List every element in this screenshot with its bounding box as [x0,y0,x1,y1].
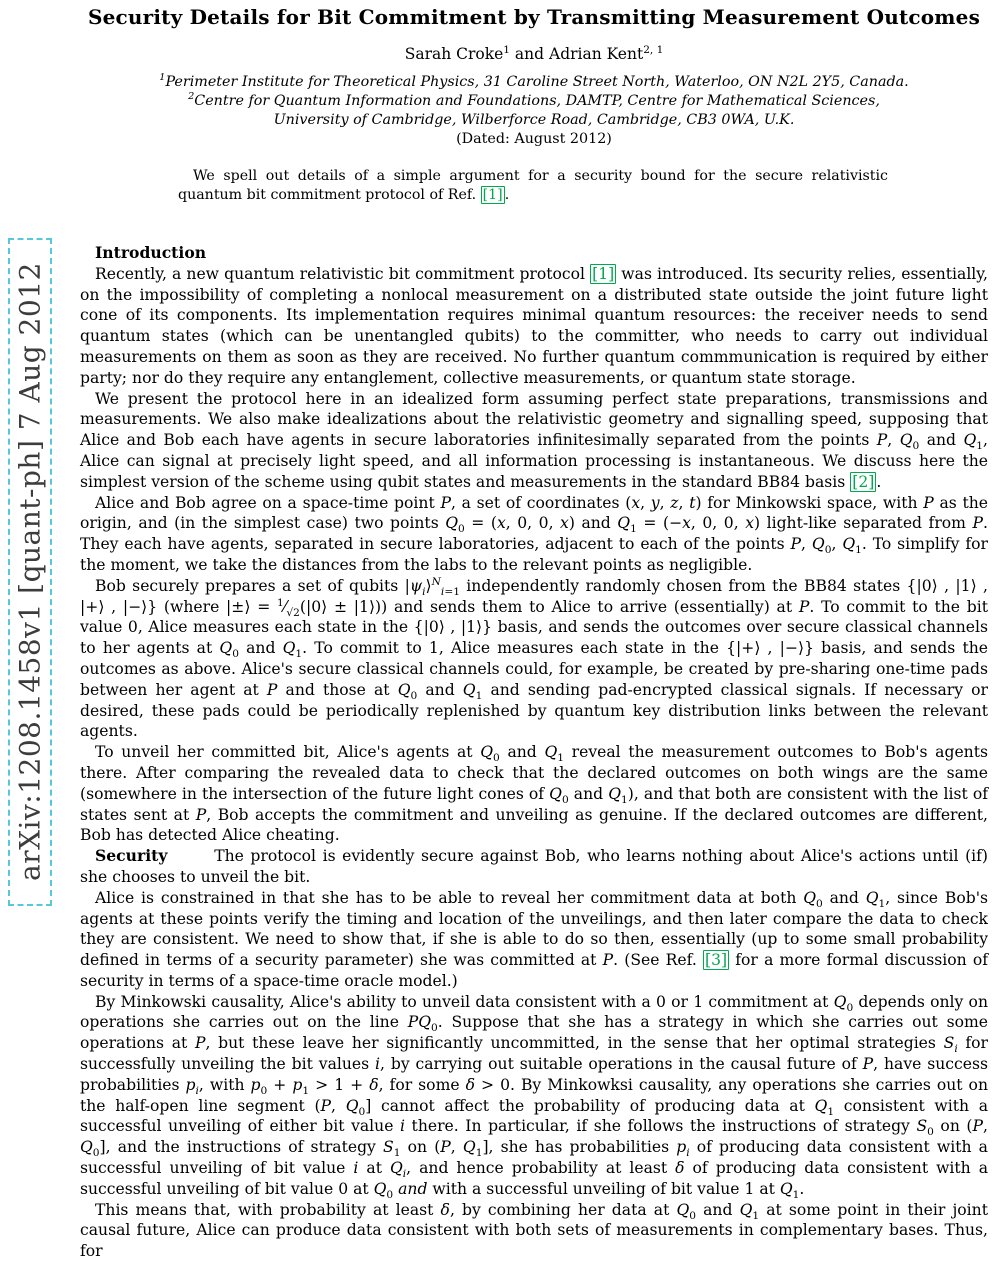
paragraph-security: Security The protocol is evidently secure against Bob, who learns nothing about Alice's actions until (if) she chooses to unveil the bit. [80,846,988,886]
paragraph: Alice is constrained in that she has to be able to reveal her commitment data at both $Q_0$ and $Q_1$, since Bob's agents at these points verify the timing and location of the unveilings, and then later compare the data to check they are consistent. We need to show that, if she is able to do so then, essentially (up to some small probability defined in terms of a security parameter) she was committed at P. (See Ref. [3] for a more formal discussion of security in terms of a space-time oracle model.) [80,888,988,990]
paragraph: To unveil her committed bit, Alice's agents at $Q_0$ and $Q_1$ reveal the measurement outcomes to Bob's agents there. After comparing the revealed data to check that the declared outcomes on both wings are the same (somewhere in the intersection of the future light cones of $Q_0$ and $Q_1$), and that both are consistent with the list of states sent at P, Bob accepts the commitment and unveiling as genuine. If the declared outcomes are different, Bob has detected Alice cheating. [80,743,988,845]
citation-link[interactable]: [3] [705,951,728,970]
paragraph: Bob securely prepares a set of qubits $|\psi_i⟩^N_{i=1}$ independently randomly chosen from the BB84 states {|0⟩ , |1⟩ , |+⟩ , |−⟩} (where |±⟩ = $^1⁄_{√2}(|0⟩$ ± |1⟩)) and sends them to Alice to arrive (essentially) at P. To commit to the bit value 0, Alice measures each state in the {|0⟩ , |1⟩} basis, and sends the outcomes over secure classical channels to her agents at $Q_0$ and $Q_1$. To commit to 1, Alice measures each state in the {|+⟩ , |−⟩} basis, and sends the outcomes as above. Alice's secure classical channels could, for example, be created by pre-sharing one-time pads between her agent at P and those at $Q_0$ and $Q_1$ and sending pad-encrypted classical signals. If necessary or desired, these pads could be periodically replenished by quantum key distribution links between the relevant agents. [80,575,989,741]
paragraph: This means that, with probability at least δ, by combining her data at $Q_0$ and $Q_1$ at some point in their joint causal future, Alice can produce data consistent with both sets of measurements in complementary bases. Thus, for [80,1200,988,1261]
citation-link[interactable]: [1] [592,264,615,283]
paper-content [80,0,988,1262]
paragraph: By Minkowski causality, Alice's ability to unveil data consistent with a 0 or 1 commitment at $Q_0$ depends only on operations she carries out on the line $PQ_0$. Suppose that she has a strategy in which she carries out some operations at P, but these leave her significantly uncommitted, in the sense that her optimal strategies $S_i$ for successfully unveiling the bit values i, by carrying out suitable operations in the causal future of P, have success probabilities $p_i$, with $p_0 + p_1 > 1 + \delta$, for some δ > 0. By Minkowksi causality, any operations she carries out on the half-open line segment (P, $Q_0$] cannot affect the probability of producing data at $Q_1$ consistent with a successful unveiling of either bit value i there. In particular, if she follows the instructions of strategy $S_0$ on (P, $Q_0$], and the instructions of strategy $S_1$ on (P, $Q_1$], she has probabilities $p_i$ of producing data consistent with a successful unveiling of bit value i at $Q_i$, and hence probability at least δ of producing data consistent with a successful unveiling of bit value 0 at $Q_0$ and with a successful unveiling of bit value 1 at $Q_1$. [80,992,989,1201]
abstract: We spell out details of a simple argument for a security bound for the secure relativistic quantum bit commitment protocol of Ref. [1] . [178,168,888,203]
paper-title: Security Details for Bit Commitment by Transmitting Measurement Outcomes [87,5,981,29]
affiliation-line-2: $^2$Centre for Quantum Information and Foundations, DAMTP, Centre for Mathematical Sciences, [188,91,880,109]
affiliation-line-3: University of Cambridge, Wilberforce Road, Cambridge, CB3 0WA, U.K. [273,112,795,128]
paper-body [80,243,988,1262]
arxiv-watermark [8,238,52,906]
affiliations-block [80,73,988,149]
dated-line: (Dated: August 2012) [456,131,612,147]
paragraph: We present the protocol here in an idealized form assuming perfect state preparations, transmissions and measurements. We also make idealizations about the relativistic geometry and signalling speed, supposing that Alice and Bob each have agents in secure laboratories infinitesimally separated from the points P, $Q_0$ and $Q_1$, Alice can signal at precisely light speed, and all information processing is instantaneous. We discuss here the simplest version of the scheme using qubit states and measurements in the standard BB84 basis [2] . [80,389,988,491]
arxiv-watermark-label: arXiv:1208.1458v1 [quant-ph] 7 Aug 2012 [13,262,47,882]
authors-line: Sarah Croke$^1$ and Adrian Kent$^{2, 1}$ [404,43,664,63]
section-heading-introduction: Introduction [95,243,207,262]
citation-link[interactable]: [2] [852,472,875,491]
paragraph: Recently, a new quantum relativistic bit commitment protocol [1] was introduced. Its security relies, essentially, on the impossibility of completing a nonlocal measurement on a distributed state outside the joint future light cone of its components. Its implementation requires minimal quantum resources: the receiver needs to send quantum states (which can be unentangled qubits) to the committer, who needs to carry out individual measurements on them as soon as they are received. No further quantum commmunication is required by either party; nor do they require any entanglement, collective measurements, or quantum state storage. [80,264,988,387]
paragraph: Alice and Bob agree on a space-time point P, a set of coordinates (x, y, z, t) for Minkowski space, with P as the origin, and (in the simplest case) two points $Q_0 = (x$, 0, 0, x) and $Q_1 = (-x$, 0, 0, x) light-like separated from P. They each have agents, separated in secure laboratories, adjacent to each of the points P, $Q_0$, $Q_1$. To simplify for the moment, we take the distances from the labs to the relevant points as negligible. [80,493,989,574]
affiliation-line-1: $^1$Perimeter Institute for Theoretical Physics, 31 Caroline Street North, Waterloo, ON N2L 2Y5, Canada. [159,72,909,90]
citation-link[interactable]: [1] [482,187,503,203]
